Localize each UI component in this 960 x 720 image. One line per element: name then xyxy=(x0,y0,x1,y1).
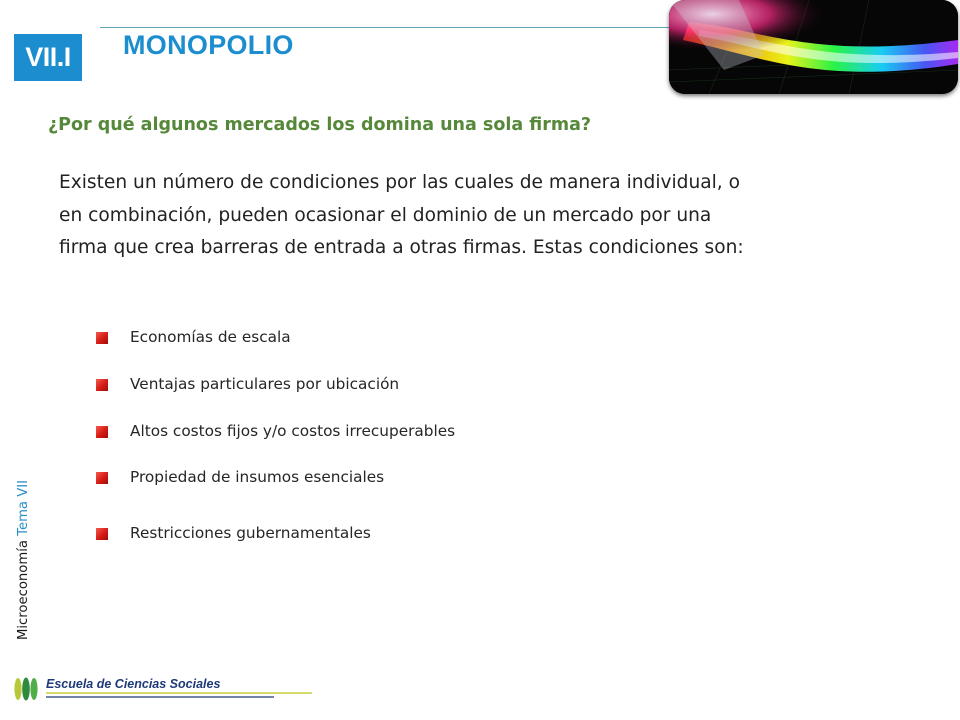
list-item-text: Restricciones gubernamentales xyxy=(130,524,371,542)
red-square-bullet-icon xyxy=(96,332,108,344)
paragraph-line: en combinación, pueden ocasionar el dominio de un mercado por una xyxy=(59,204,712,226)
red-square-bullet-icon xyxy=(96,528,108,540)
paragraph-line: Existen un número de condiciones por las cuales de manera individual, o xyxy=(59,172,741,193)
list-item-text: Ventajas particulares por ubicación xyxy=(130,375,400,393)
course-name: Microeconomía xyxy=(16,540,31,640)
red-square-bullet-icon xyxy=(96,472,108,484)
list-item-text: Propiedad de insumos esenciales xyxy=(130,468,385,486)
section-question: ¿Por qué algunos mercados los domina una sola firma? xyxy=(48,115,592,135)
footer-underline xyxy=(12,670,322,710)
conditions-list xyxy=(96,0,796,720)
footer-branding xyxy=(12,670,322,710)
red-square-bullet-icon xyxy=(96,426,108,438)
school-name: Escuela de Ciencias Sociales xyxy=(46,677,221,691)
section-badge: VII.I xyxy=(14,34,82,81)
topic-name: Tema VII xyxy=(16,479,31,536)
list-item-text: Economías de escala xyxy=(130,328,291,346)
course-side-label xyxy=(16,480,31,640)
paragraph-line: firma que crea barreras de entrada a otras firmas. Estas condiciones son: xyxy=(59,237,744,258)
list-item-text: Altos costos fijos y/o costos irrecuperables xyxy=(130,422,456,440)
red-square-bullet-icon xyxy=(96,379,108,391)
slide-title: MONOPOLIO xyxy=(123,30,294,60)
